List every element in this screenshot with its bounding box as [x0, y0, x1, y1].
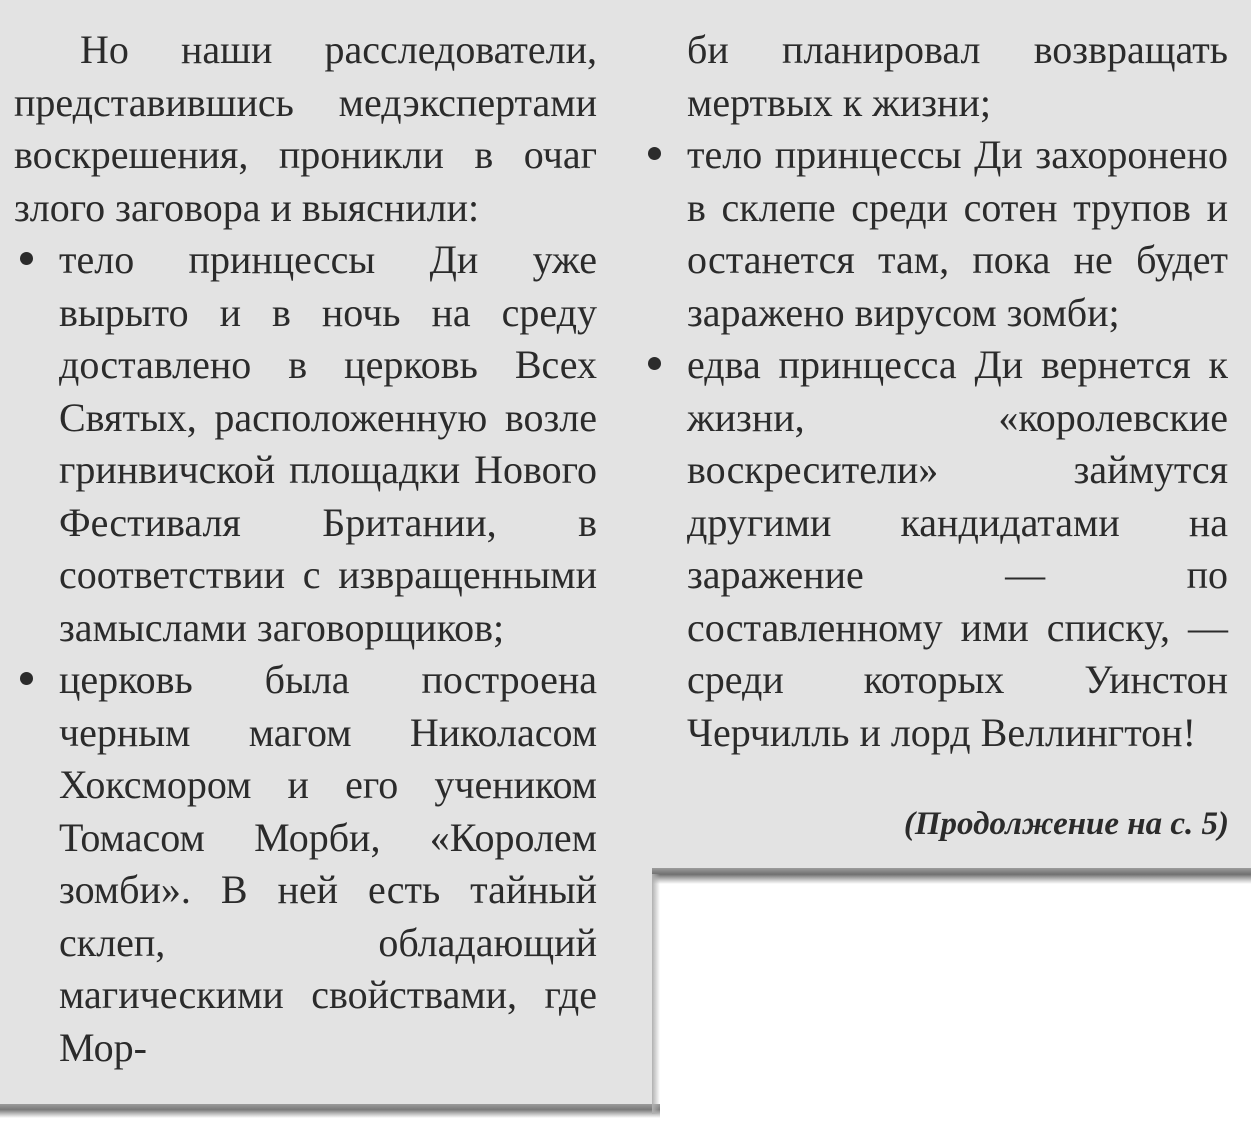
- bullet-text: едва принцесса Ди вернется к жизни, «королевские воскресители» займутся другими кандидатами на заражение — по составленному ими списку, — среди которых Уинстон Черчилль и лорд Веллингтон!: [687, 342, 1228, 755]
- continuation-text: би планировал возвращать мертвых к жизни;: [687, 27, 1228, 125]
- right-column: [642, 24, 1228, 759]
- intro-paragraph: Но наши расследователи, представившись медэкспертами воскрешения, проникли в очаг злого заговора и выяснили:: [14, 27, 597, 230]
- left-panel-shadow: [0, 1104, 660, 1118]
- left-panel-edge-shadow: [652, 874, 660, 1114]
- bullet-icon: [20, 252, 33, 265]
- continued-note: (Продолжение на с. 5): [903, 806, 1229, 842]
- bullet-item: [14, 234, 597, 654]
- bullet-icon: [648, 147, 661, 160]
- bullet-icon: [648, 357, 661, 370]
- bullet-item: [642, 339, 1228, 759]
- bullet-icon: [20, 672, 33, 685]
- left-column: [14, 24, 597, 1074]
- bullet-text: тело принцессы Ди захоронено в склепе среди сотен трупов и останется там, пока не будет заражено вирусом зомби;: [687, 132, 1228, 335]
- bullet-item: [642, 129, 1228, 339]
- bullet-item: [14, 654, 597, 1074]
- bullet-text: тело принцессы Ди уже вырыто и в ночь на среду доставлено в церковь Всех Святых, расположенную возле гринвичской площадки Нового Фестиваля Британии, в соответствии с извращенными замыслами заговорщиков;: [59, 237, 597, 650]
- right-panel-shadow: [652, 868, 1251, 884]
- bullet-text: церковь была построена черным магом Николасом Хоксмором и его учеником Томасом Морби, «Королем зомби». В ней есть тайный склеп, обладающий магическими свойствами, где Мор-: [59, 657, 597, 1070]
